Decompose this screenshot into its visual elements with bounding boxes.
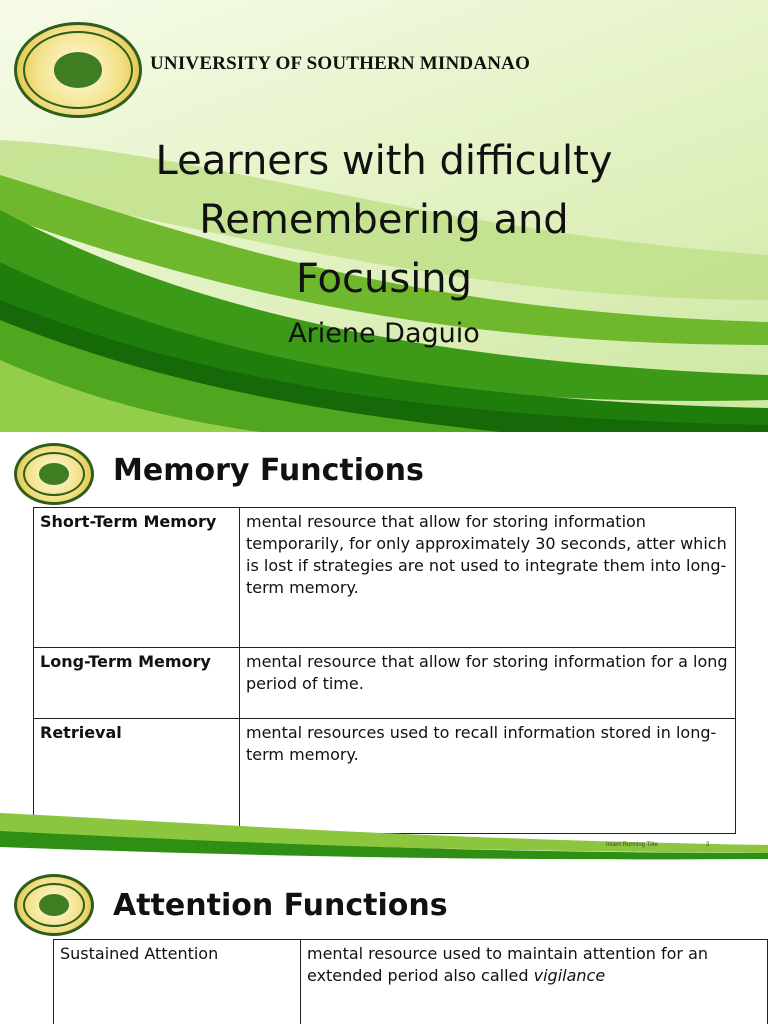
running-title: Insert Running Title (606, 842, 658, 848)
university-name: UNIVERSITY OF SOUTHERN MINDANAO (150, 53, 531, 74)
term-cell: Retrieval (34, 719, 240, 834)
definition-text: mental resource used to maintain attention for an extended period also called (307, 944, 709, 985)
definition-cell: mental resources used to recall information stored in long-term memory. (240, 719, 736, 834)
title-line: Remembering and (199, 197, 569, 243)
attention-functions-slide (0, 866, 768, 1024)
term-cell: Sustained Attention (54, 940, 301, 1024)
definition-emphasis: vigilance (533, 966, 606, 985)
presentation-title (80, 132, 688, 309)
attention-functions-table (53, 939, 768, 1024)
title-line: Focusing (295, 256, 473, 302)
memory-functions-slide (0, 435, 768, 863)
definition-cell (301, 940, 768, 1024)
table-row (54, 940, 768, 1024)
title-slide (0, 0, 768, 432)
definition-cell: mental resource that allow for storing information temporarily, for only approximately 30 seconds, atter which is lost if strategies are not used to integrate them into long-term memory. (240, 508, 736, 648)
term-cell: Long-Term Memory (34, 648, 240, 719)
university-seal-logo (14, 874, 94, 936)
university-seal-logo (14, 22, 142, 118)
definition-cell: mental resource that allow for storing information for a long period of time. (240, 648, 736, 719)
university-seal-logo (14, 443, 94, 505)
title-line: Learners with difficulty (155, 138, 613, 184)
footer-wave-decoration (0, 813, 768, 863)
table-row (34, 508, 736, 648)
term-cell: Short-Term Memory (34, 508, 240, 648)
slide-title: Memory Functions (113, 453, 424, 488)
page-number: 3 (706, 842, 710, 848)
memory-functions-table (33, 507, 736, 834)
author-name: Ariene Daguio (288, 318, 480, 349)
slide-title: Attention Functions (113, 888, 448, 923)
table-row (34, 648, 736, 719)
